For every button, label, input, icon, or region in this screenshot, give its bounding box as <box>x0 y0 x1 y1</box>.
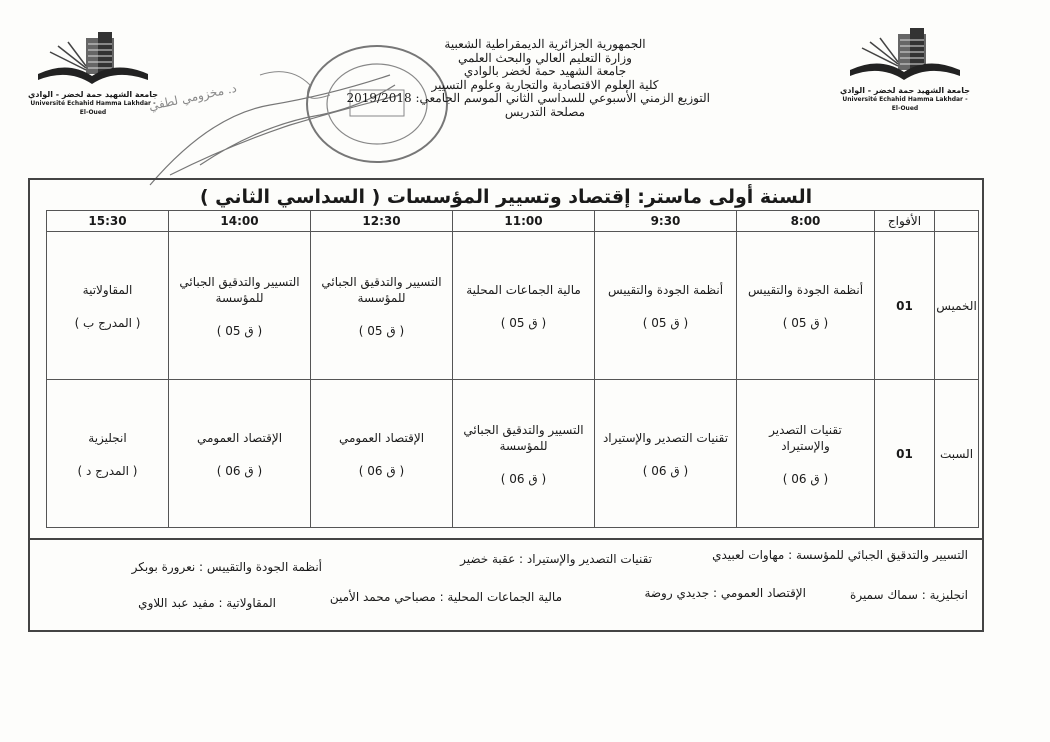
time-slot: 12:30 <box>311 211 453 232</box>
session-cell <box>595 380 737 528</box>
session-room: ( ق 05 ) <box>782 315 829 330</box>
teachers-legend <box>30 538 982 632</box>
university-logo-right <box>840 26 970 112</box>
time-header-row <box>47 211 979 232</box>
header-line-republic: الجمهورية الجزائرية الديمقراطية الشعبية <box>444 37 646 51</box>
group-cell: 01 <box>875 380 935 528</box>
document-header <box>346 37 710 119</box>
session-room: ( ق 06 ) <box>358 463 405 478</box>
session-cell <box>311 232 453 380</box>
session-cell <box>169 232 311 380</box>
legend-item: الإقتصاد العمومي : جديدي روضة <box>644 586 806 600</box>
session-room: ( المدرج ب ) <box>74 315 141 330</box>
timetable-grid <box>46 210 979 528</box>
table-row <box>47 380 979 528</box>
session-subject: أنظمة الجودة والتقييس <box>607 282 724 297</box>
session-room: ( ق 05 ) <box>642 315 689 330</box>
groups-header: الأفواج <box>875 211 935 232</box>
session-subject: انجليزية <box>88 430 127 445</box>
header-line-university: جامعة الشهيد حمة لخضر بالوادي <box>463 64 627 78</box>
logo-name-ar: جامعة الشهيد حمة لخضر - الوادي <box>28 90 158 99</box>
timetable-title: السنة أولى ماستر: إقتصاد وتسيير المؤسسات ( السداسي الثاني ) <box>199 186 813 208</box>
header-line-service: مصلحة التدريس <box>504 104 586 119</box>
header-line-faculty: كلية العلوم الاقتصادية والتجارية وعلوم التسيير <box>431 77 659 92</box>
session-room: ( ق 06 ) <box>216 463 263 478</box>
legend-item: أنظمة الجودة والتقييس : نعرورة بوبكر <box>131 560 322 574</box>
session-cell <box>47 232 169 380</box>
session-subject: التسيير والتدقيق الجبائي للمؤسسة <box>321 274 442 305</box>
legend-item: مالية الجماعات المحلية : مصباحي محمد الأمين <box>329 590 562 604</box>
session-room: ( ق 06 ) <box>500 471 547 486</box>
session-cell <box>453 380 595 528</box>
session-subject: تقنيات التصدير والإستيراد <box>769 422 842 453</box>
time-slot: 11:00 <box>453 211 595 232</box>
session-cell <box>311 380 453 528</box>
session-room: ( ق 05 ) <box>500 315 547 330</box>
session-room: ( ق 06 ) <box>642 463 689 478</box>
session-subject: مالية الجماعات المحلية <box>466 282 581 297</box>
group-cell: 01 <box>875 232 935 380</box>
university-logo-left <box>28 30 158 116</box>
building-book-icon <box>840 26 970 86</box>
session-room: ( ق 06 ) <box>782 471 829 486</box>
session-room: ( المدرج د ) <box>77 463 138 478</box>
session-cell <box>169 380 311 528</box>
day-cell: السبت <box>935 380 979 528</box>
building-book-icon <box>28 30 158 90</box>
session-subject: تقنيات التصدير والإستيراد <box>602 430 729 445</box>
legend-item: انجليزية : سماك سميرة <box>850 588 968 602</box>
session-cell <box>453 232 595 380</box>
session-subject: الإقتصاد العمومي <box>196 430 283 445</box>
session-subject: الإقتصاد العمومي <box>338 430 425 445</box>
signature-name: د. مخزومي لطفي <box>147 80 238 114</box>
session-subject: التسيير والتدقيق الجبائي للمؤسسة <box>179 274 300 305</box>
time-slot: 8:00 <box>737 211 875 232</box>
table-row <box>47 232 979 380</box>
corner-cell <box>935 211 979 232</box>
timetable-frame <box>28 178 984 632</box>
legend-item: التسيير والتدقيق الجبائي للمؤسسة : مهاوات لعبيدي <box>712 548 968 562</box>
legend-item: المقاولاتية : مفيد عبد اللاوي <box>138 596 276 610</box>
session-subject: المقاولاتية <box>82 282 133 297</box>
logo-name-fr: Université Echahid Hamma Lakhdar - El-Oued <box>30 100 156 116</box>
session-cell <box>47 380 169 528</box>
header-line-schedule: التوزيع الزمني الأسبوعي للسداسي الثاني الموسم الجامعي: 2019/2018 <box>346 91 710 105</box>
signature-scribble <box>140 55 410 195</box>
session-room: ( ق 05 ) <box>358 323 405 338</box>
session-room: ( ق 05 ) <box>216 323 263 338</box>
session-cell <box>595 232 737 380</box>
session-cell <box>737 232 875 380</box>
logo-name-fr: Université Echahid Hamma Lakhdar - El-Oued <box>842 96 968 112</box>
time-slot: 15:30 <box>47 211 169 232</box>
session-subject: التسيير والتدقيق الجبائي للمؤسسة <box>463 422 584 453</box>
session-subject: أنظمة الجودة والتقييس <box>747 282 864 297</box>
logo-name-ar: جامعة الشهيد حمة لخضر - الوادي <box>840 86 970 95</box>
legend-item: تقنيات التصدير والإستيراد : عقبة خضير <box>460 552 652 566</box>
time-slot: 9:30 <box>595 211 737 232</box>
session-cell <box>737 380 875 528</box>
time-slot: 14:00 <box>169 211 311 232</box>
header-line-ministry: وزارة التعليم العالي والبحث العلمي <box>458 50 632 65</box>
day-cell: الخميس <box>935 232 979 380</box>
